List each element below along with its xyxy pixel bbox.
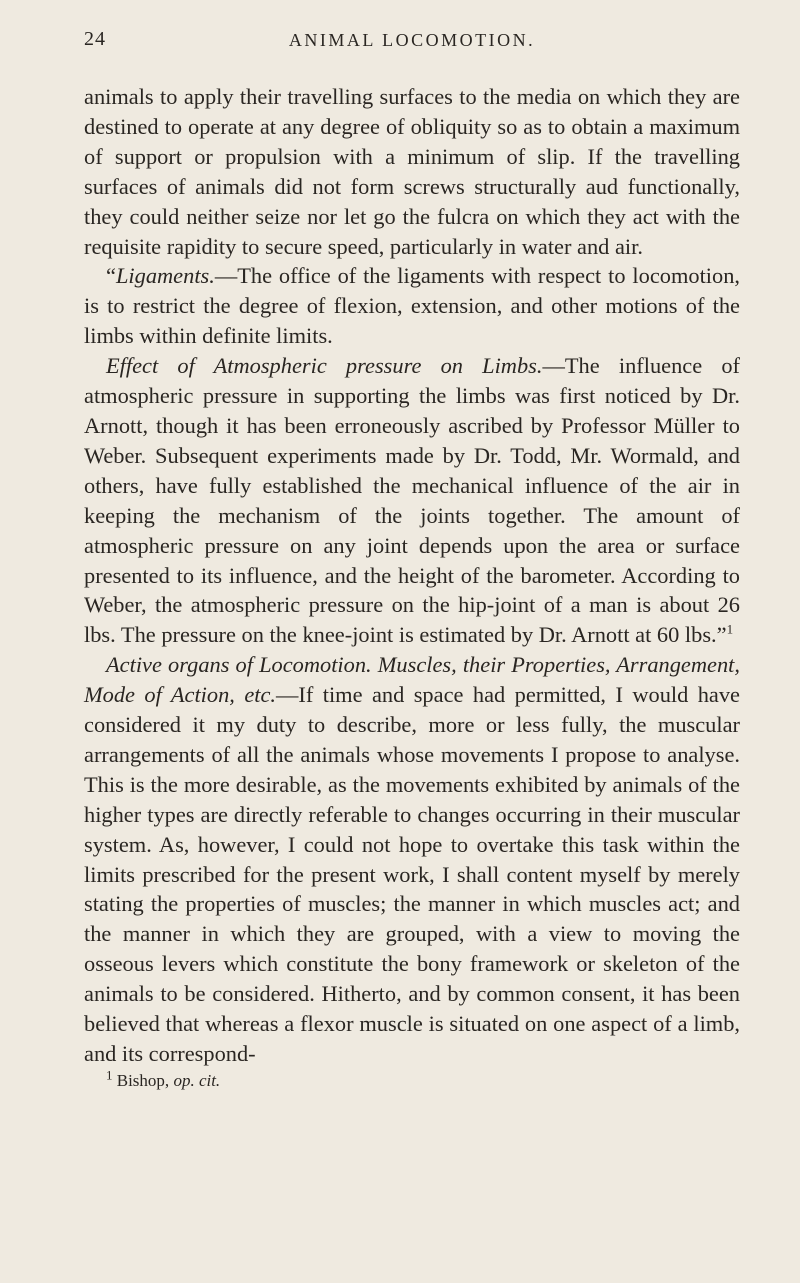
footnote [84, 1067, 740, 1092]
page-header [84, 28, 740, 62]
paragraph-ligaments [84, 261, 740, 351]
section-heading-atmospheric-pressure: Effect of Atmospheric pressure on Limbs. [106, 353, 543, 379]
footnote-marker: 1 [106, 1067, 113, 1083]
paragraph-ligaments-text: —The office of the ligaments with respect to locomotion, is to restrict the degree of flexion, extension, and other motions of the limbs within definite limits. [84, 263, 740, 349]
page-number: 24 [84, 28, 106, 50]
footnote-reference: 1 [726, 621, 734, 637]
body-text [84, 82, 740, 1069]
footnote-citation: op. cit. [173, 1070, 221, 1090]
section-heading-ligaments: Ligaments. [115, 263, 215, 289]
footnote-text: Bishop, [116, 1070, 170, 1090]
paragraph-atmospheric-pressure-text: —The influence of atmospheric pressure in supporting the limbs was first noticed by Dr. Arnott, though it has been erroneously ascribed by Professor Müller to Weber. Subsequent experiments made by Dr. Todd, Mr. Wormald, and others, have fully established the mechanical influence of the air in keeping the mechanism of the joints together. The amount of atmospheric pressure on any joint depends upon the area or surface presented to its influence, and the height of the barometer. According to Weber, the atmospheric pressure on the hip-joint of a man is about 26 lbs. The pressure on the knee-joint is estimated by Dr. Arnott at 60 lbs.” [84, 353, 740, 648]
running-title: ANIMAL LOCOMOTION. [288, 30, 536, 50]
section-heading-active-organs: Active organs of Locomotion. Muscles, their Properties, Arrangement, Mode of Action, etc. [84, 652, 740, 708]
paragraph-1: animals to apply their travelling surfaces to the media on which they are destined to operate at any degree of obliquity so as to obtain a maximum of support or propulsion with a minimum of slip. If the travelling surfaces of animals did not form screws structurally aud functionally, they could neither seize nor let go the fulcra on which they act with the requisite rapidity to secure speed, particularly in water and air. [84, 84, 740, 259]
paragraph-atmospheric-pressure [84, 351, 740, 650]
open-quote: “ [106, 263, 116, 289]
paragraph-active-organs [84, 650, 740, 1069]
paragraph-active-organs-text: —If time and space had permitted, I would have considered it my duty to describe, more or less fully, the muscular arrangements of all the animals whose movements I propose to analyse. This is the more desirable, as the movements exhibited by animals of the higher types are directly referable to changes occurring in their muscular system. As, however, I could not hope to overtake this task within the limits prescribed for the present work, I shall content myself by merely stating the properties of muscles; the manner in which muscles act; and the manner in which they are grouped, with a view to moving the osseous levers which constitute the bony framework or skeleton of the animals to be considered. Hitherto, and by common consent, it has been believed that whereas a flexor muscle is situated on one aspect of a limb, and its correspond- [84, 682, 740, 1066]
